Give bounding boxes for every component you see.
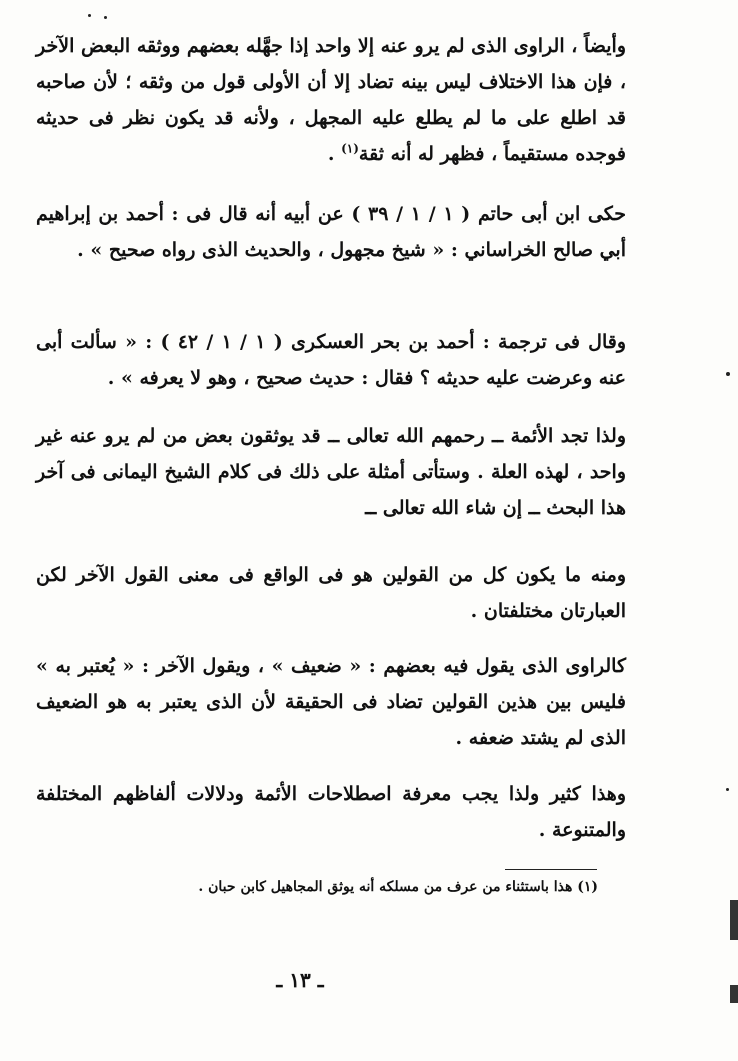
- paragraph-6: كالراوى الذى يقول فيه بعضهم : « ضعيف » ، ويقول الآخر : « يُعتبر به » فليس بين هذين القولين تضاد فى الحقيقة لأن الذى يعتبر به هو الضعيف الذى لم يشتد ضعفه .: [36, 655, 626, 749]
- footnote-reference[interactable]: (١): [341, 141, 359, 156]
- paragraph-4: ولذا تجد الأئمة ــ رحمهم الله تعالى ــ قد يوثقون بعض من لم يرو عنه غير واحد ، لهذه العلة . وستأتى أمثلة على ذلك فى كلام الشيخ اليمانى فى آخر هذا البحث ــ إن شاء الله تعالى ــ: [36, 425, 626, 519]
- scan-speck: [726, 788, 729, 791]
- scan-edge-mark: [730, 985, 738, 1003]
- footnote: (١) هذا باستثناء من عرف من مسلكه أنه يوثق المجاهيل كابن حبان .: [198, 879, 598, 895]
- paragraph-2: حكى ابن أبى حاتم ( ١ / ١ / ٣٩ ) عن أبيه أنه قال فى : أحمد بن إبراهيم أبي صالح الخراساني : « شيخ مجهول ، والحديث الذى رواه صحيح » .: [36, 203, 626, 261]
- paragraph-7: وهذا كثير ولذا يجب معرفة اصطلاحات الأئمة ودلالات ألفاظهم المختلفة والمتنوعة .: [36, 783, 626, 841]
- scan-speck: [88, 14, 91, 17]
- paragraph-1-text: وأيضاً ، الراوى الذى لم يرو عنه إلا واحد إذا جهَّله بعضهم ووثقه البعض الآخر ، فإن هذا الاختلاف ليس بينه تضاد إلا أن الأولى قول من وثقه ؛ لأن صاحبه قد اطلع على ما لم يطلع عليه المجهل ، ولأنه قد يكون نظر فى حديثه فوجده مستقيماً ، فظهر له أنه ثقة: [36, 35, 626, 165]
- scan-speck: [104, 16, 107, 19]
- scan-edge-mark: [730, 900, 738, 940]
- paragraph-1-end: .: [327, 143, 342, 165]
- paragraph-5: ومنه ما يكون كل من القولين هو فى الواقع فى معنى القول الآخر لكن العبارتان مختلفتان .: [36, 564, 626, 622]
- scan-speck: [726, 372, 730, 376]
- footnote-divider: [505, 869, 597, 870]
- page-number: ـ ١٣ ـ: [276, 968, 324, 992]
- paragraph-3: وقال فى ترجمة : أحمد بن بحر العسكرى ( ١ / ١ / ٤٢ ) : « سألت أبى عنه وعرضت عليه حديثه ؟ فقال : حديث صحيح ، وهو لا يعرفه » .: [36, 331, 627, 389]
- paragraph-1: [36, 28, 626, 172]
